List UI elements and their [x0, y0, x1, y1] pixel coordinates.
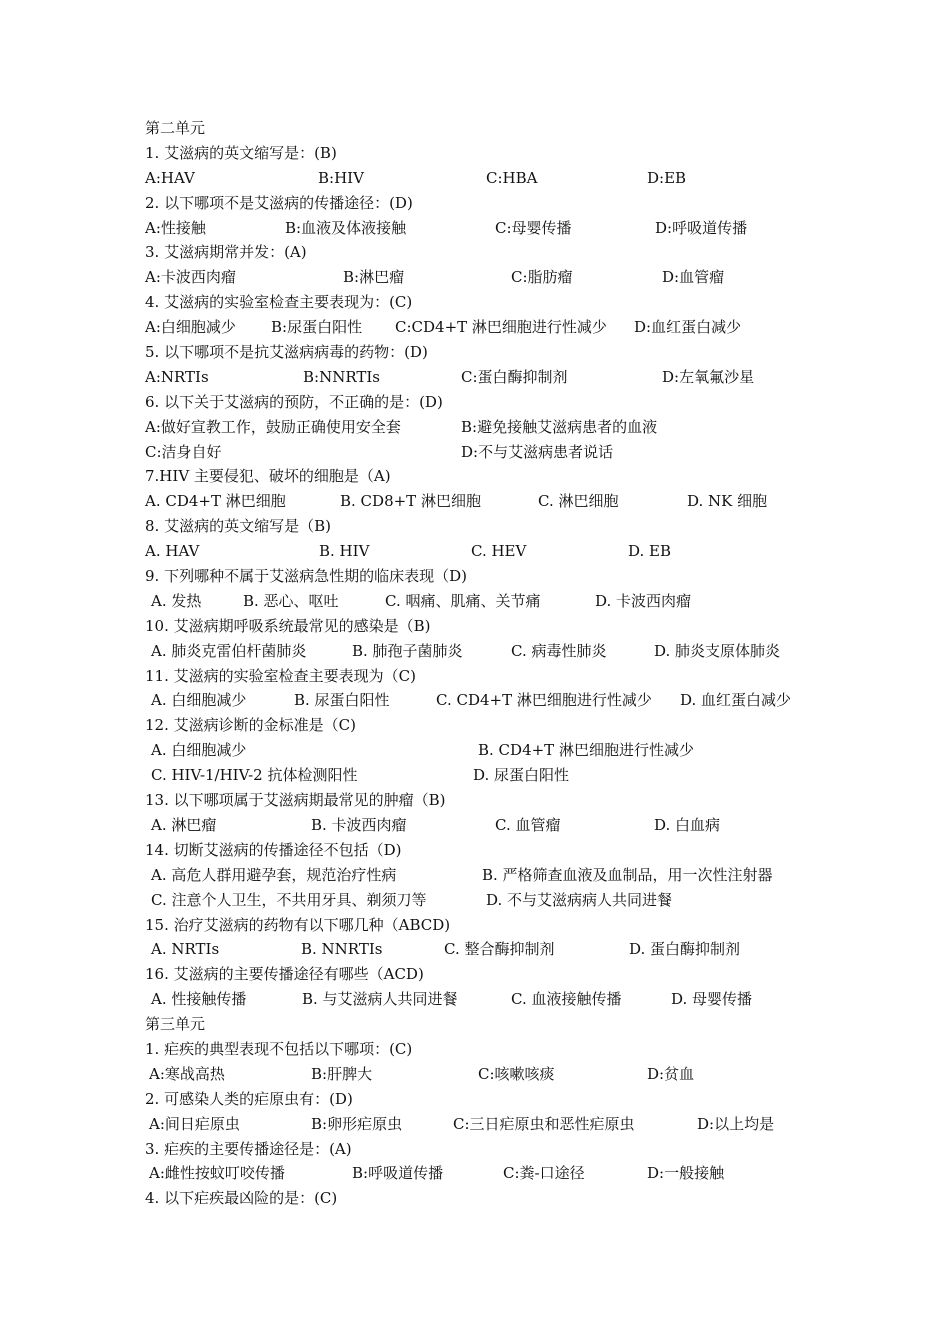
answer-option: A. 高危人群用避孕套，规范治疗性病 [151, 865, 397, 884]
answer-option: C:蛋白酶抑制剂 [461, 367, 568, 386]
answer-option: B:卵形疟原虫 [311, 1114, 403, 1133]
options-row [145, 265, 825, 290]
options-row [145, 863, 825, 888]
question-text: 5. 以下哪项不是抗艾滋病病毒的药物：(D) [145, 343, 428, 362]
answer-option: A:白细胞减少 [145, 318, 236, 337]
answer-option: A:间日疟原虫 [149, 1114, 240, 1133]
answer-option: D. 肺炎支原体肺炎 [654, 641, 781, 660]
answer-option: C:CD4+T 淋巴细胞进行性减少 [395, 318, 607, 337]
answer-option: B. HIV [319, 542, 370, 561]
answer-option: D. 尿蛋白阳性 [473, 766, 570, 785]
question-text: 13. 以下哪项属于艾滋病期最常见的肿瘤（B) [145, 791, 446, 810]
question-text: 11. 艾滋病的实验室检查主要表现为（C) [145, 666, 416, 685]
answer-option: B:NNRTIs [303, 367, 380, 386]
section-heading: 第二单元 [145, 119, 206, 137]
answer-option: A:寒战高热 [149, 1064, 225, 1083]
question-text: 10. 艾滋病期呼吸系统最常见的感染是（B) [145, 616, 431, 635]
answer-option: C. 病毒性肺炎 [511, 641, 607, 660]
answer-option: D. 母婴传播 [671, 990, 753, 1009]
options-row [145, 1062, 825, 1087]
answer-option: D. 血红蛋白减少 [680, 691, 792, 710]
answer-option: B. 严格筛查血液及血制品，用一次性注射器 [482, 865, 773, 884]
options-row [145, 489, 825, 514]
answer-option: B. 恶心、呕吐 [243, 591, 339, 610]
answer-option: B:避免接触艾滋病患者的血液 [461, 417, 658, 436]
options-row [145, 763, 825, 788]
options-row [145, 639, 825, 664]
answer-option: D:呼吸道传播 [655, 218, 748, 237]
answer-option: C. CD4+T 淋巴细胞进行性减少 [436, 691, 652, 710]
answer-option: A. 白细胞减少 [151, 741, 247, 760]
answer-option: B. CD4+T 淋巴细胞进行性减少 [478, 741, 694, 760]
question-text: 2. 可感染人类的疟原虫有：(D) [145, 1089, 353, 1108]
answer-option: A. 发热 [151, 591, 202, 610]
options-row [145, 888, 825, 913]
answer-option: C:HBA [486, 168, 538, 187]
answer-option: A. NRTIs [151, 940, 220, 959]
answer-option: D:血管瘤 [662, 268, 725, 287]
document-body [145, 116, 825, 1211]
options-row [145, 365, 825, 390]
answer-option: C:三日疟原虫和恶性疟原虫 [453, 1114, 635, 1133]
answer-option: B. CD8+T 淋巴细胞 [340, 492, 481, 511]
options-row [145, 415, 825, 440]
answer-option: A:HAV [145, 168, 195, 187]
answer-option: A. 肺炎克雷伯杆菌肺炎 [151, 641, 307, 660]
answer-option: D. EB [628, 542, 672, 561]
options-row [145, 216, 825, 241]
answer-option: B:尿蛋白阳性 [271, 318, 363, 337]
question-text: 9. 下列哪种不属于艾滋病急性期的临床表现（D) [145, 567, 467, 586]
options-row [145, 166, 825, 191]
options-row [145, 1161, 825, 1186]
answer-option: C. 血管瘤 [495, 815, 561, 834]
answer-option: B. 肺孢子菌肺炎 [352, 641, 463, 660]
answer-option: A:性接触 [145, 218, 206, 237]
question-text: 2. 以下哪项不是艾滋病的传播途径：(D) [145, 193, 413, 212]
question-text: 15. 治疗艾滋病的药物有以下哪几种（ABCD) [145, 915, 451, 934]
answer-option: B:肝脾大 [311, 1064, 373, 1083]
options-row [145, 738, 825, 763]
options-row [145, 539, 825, 564]
answer-option: B:血液及体液接触 [285, 218, 407, 237]
question-text: 1. 艾滋病的英文缩写是：(B) [145, 143, 337, 162]
answer-option: D:贫血 [647, 1064, 695, 1083]
answer-option: B:HIV [318, 168, 364, 187]
answer-option: C:洁身自好 [145, 442, 222, 461]
answer-option: B:呼吸道传播 [352, 1164, 444, 1183]
options-row [145, 987, 825, 1012]
question-text: 6. 以下关于艾滋病的预防，不正确的是：(D) [145, 392, 443, 411]
question-text: 4. 艾滋病的实验室检查主要表现为：(C) [145, 293, 413, 312]
answer-option: C:母婴传播 [495, 218, 572, 237]
answer-option: A. 淋巴瘤 [151, 815, 217, 834]
options-row [145, 813, 825, 838]
answer-option: C:粪-口途径 [503, 1164, 585, 1183]
options-row [145, 440, 825, 465]
question-text: 8. 艾滋病的英文缩写是（B) [145, 517, 331, 536]
options-row [145, 589, 825, 614]
answer-option: A:雌性按蚊叮咬传播 [149, 1164, 285, 1183]
answer-option: B. 与艾滋病人共同进餐 [302, 990, 458, 1009]
answer-option: D. 蛋白酶抑制剂 [629, 940, 741, 959]
answer-option: B. 卡波西肉瘤 [311, 815, 407, 834]
answer-option: C. HIV-1/HIV-2 抗体检测阳性 [151, 766, 358, 785]
answer-option: C. 注意个人卫生，不共用牙具、剃须刀等 [151, 890, 427, 909]
answer-option: B. NNRTIs [301, 940, 383, 959]
answer-option: D. 不与艾滋病病人共同进餐 [486, 890, 673, 909]
answer-option: C. 淋巴细胞 [538, 492, 619, 511]
question-text: 4. 以下疟疾最凶险的是：(C) [145, 1189, 338, 1208]
answer-option: A. 白细胞减少 [151, 691, 247, 710]
answer-option: D. 白血病 [654, 815, 721, 834]
answer-option: B. 尿蛋白阳性 [294, 691, 390, 710]
answer-option: C. HEV [471, 542, 527, 561]
answer-option: C:咳嗽咳痰 [478, 1064, 555, 1083]
answer-option: D. 卡波西肉瘤 [595, 591, 692, 610]
answer-option: A. CD4+T 淋巴细胞 [145, 492, 286, 511]
answer-option: D:EB [647, 168, 687, 187]
answer-option: D:左氧氟沙星 [662, 367, 755, 386]
question-text: 12. 艾滋病诊断的金标准是（C) [145, 716, 356, 735]
answer-option: A:做好宣教工作，鼓励正确使用安全套 [145, 417, 401, 436]
answer-option: A:NRTIs [145, 367, 209, 386]
answer-option: B:淋巴瘤 [343, 268, 405, 287]
section-heading: 第三单元 [145, 1015, 206, 1034]
answer-option: A. HAV [145, 542, 200, 561]
answer-option: D:一般接触 [647, 1164, 725, 1183]
answer-option: C. 咽痛、肌痛、关节痛 [385, 591, 541, 610]
answer-option: D. NK 细胞 [687, 492, 768, 511]
answer-option: D:以上均是 [697, 1114, 775, 1133]
answer-option: C. 血液接触传播 [511, 990, 622, 1009]
answer-option: D:血红蛋白减少 [634, 318, 742, 337]
answer-option: A:卡波西肉瘤 [145, 268, 236, 287]
question-text: 3. 疟疾的主要传播途径是：(A) [145, 1139, 352, 1158]
options-row [145, 315, 825, 340]
options-row [145, 688, 825, 713]
question-text: 16. 艾滋病的主要传播途径有哪些（ACD) [145, 965, 424, 984]
question-text: 3. 艾滋病期常并发：(A) [145, 243, 307, 262]
question-text: 14. 切断艾滋病的传播途径不包括（D) [145, 840, 402, 859]
options-row [145, 1112, 825, 1137]
answer-option: A. 性接触传播 [151, 990, 247, 1009]
options-row [145, 937, 825, 962]
question-text: 1. 疟疾的典型表现不包括以下哪项：(C) [145, 1039, 413, 1058]
answer-option: C:脂肪瘤 [511, 268, 573, 287]
answer-option: C. 整合酶抑制剂 [444, 940, 555, 959]
question-text: 7.HIV 主要侵犯、破坏的细胞是（A) [145, 467, 391, 486]
answer-option: D:不与艾滋病患者说话 [461, 442, 614, 461]
